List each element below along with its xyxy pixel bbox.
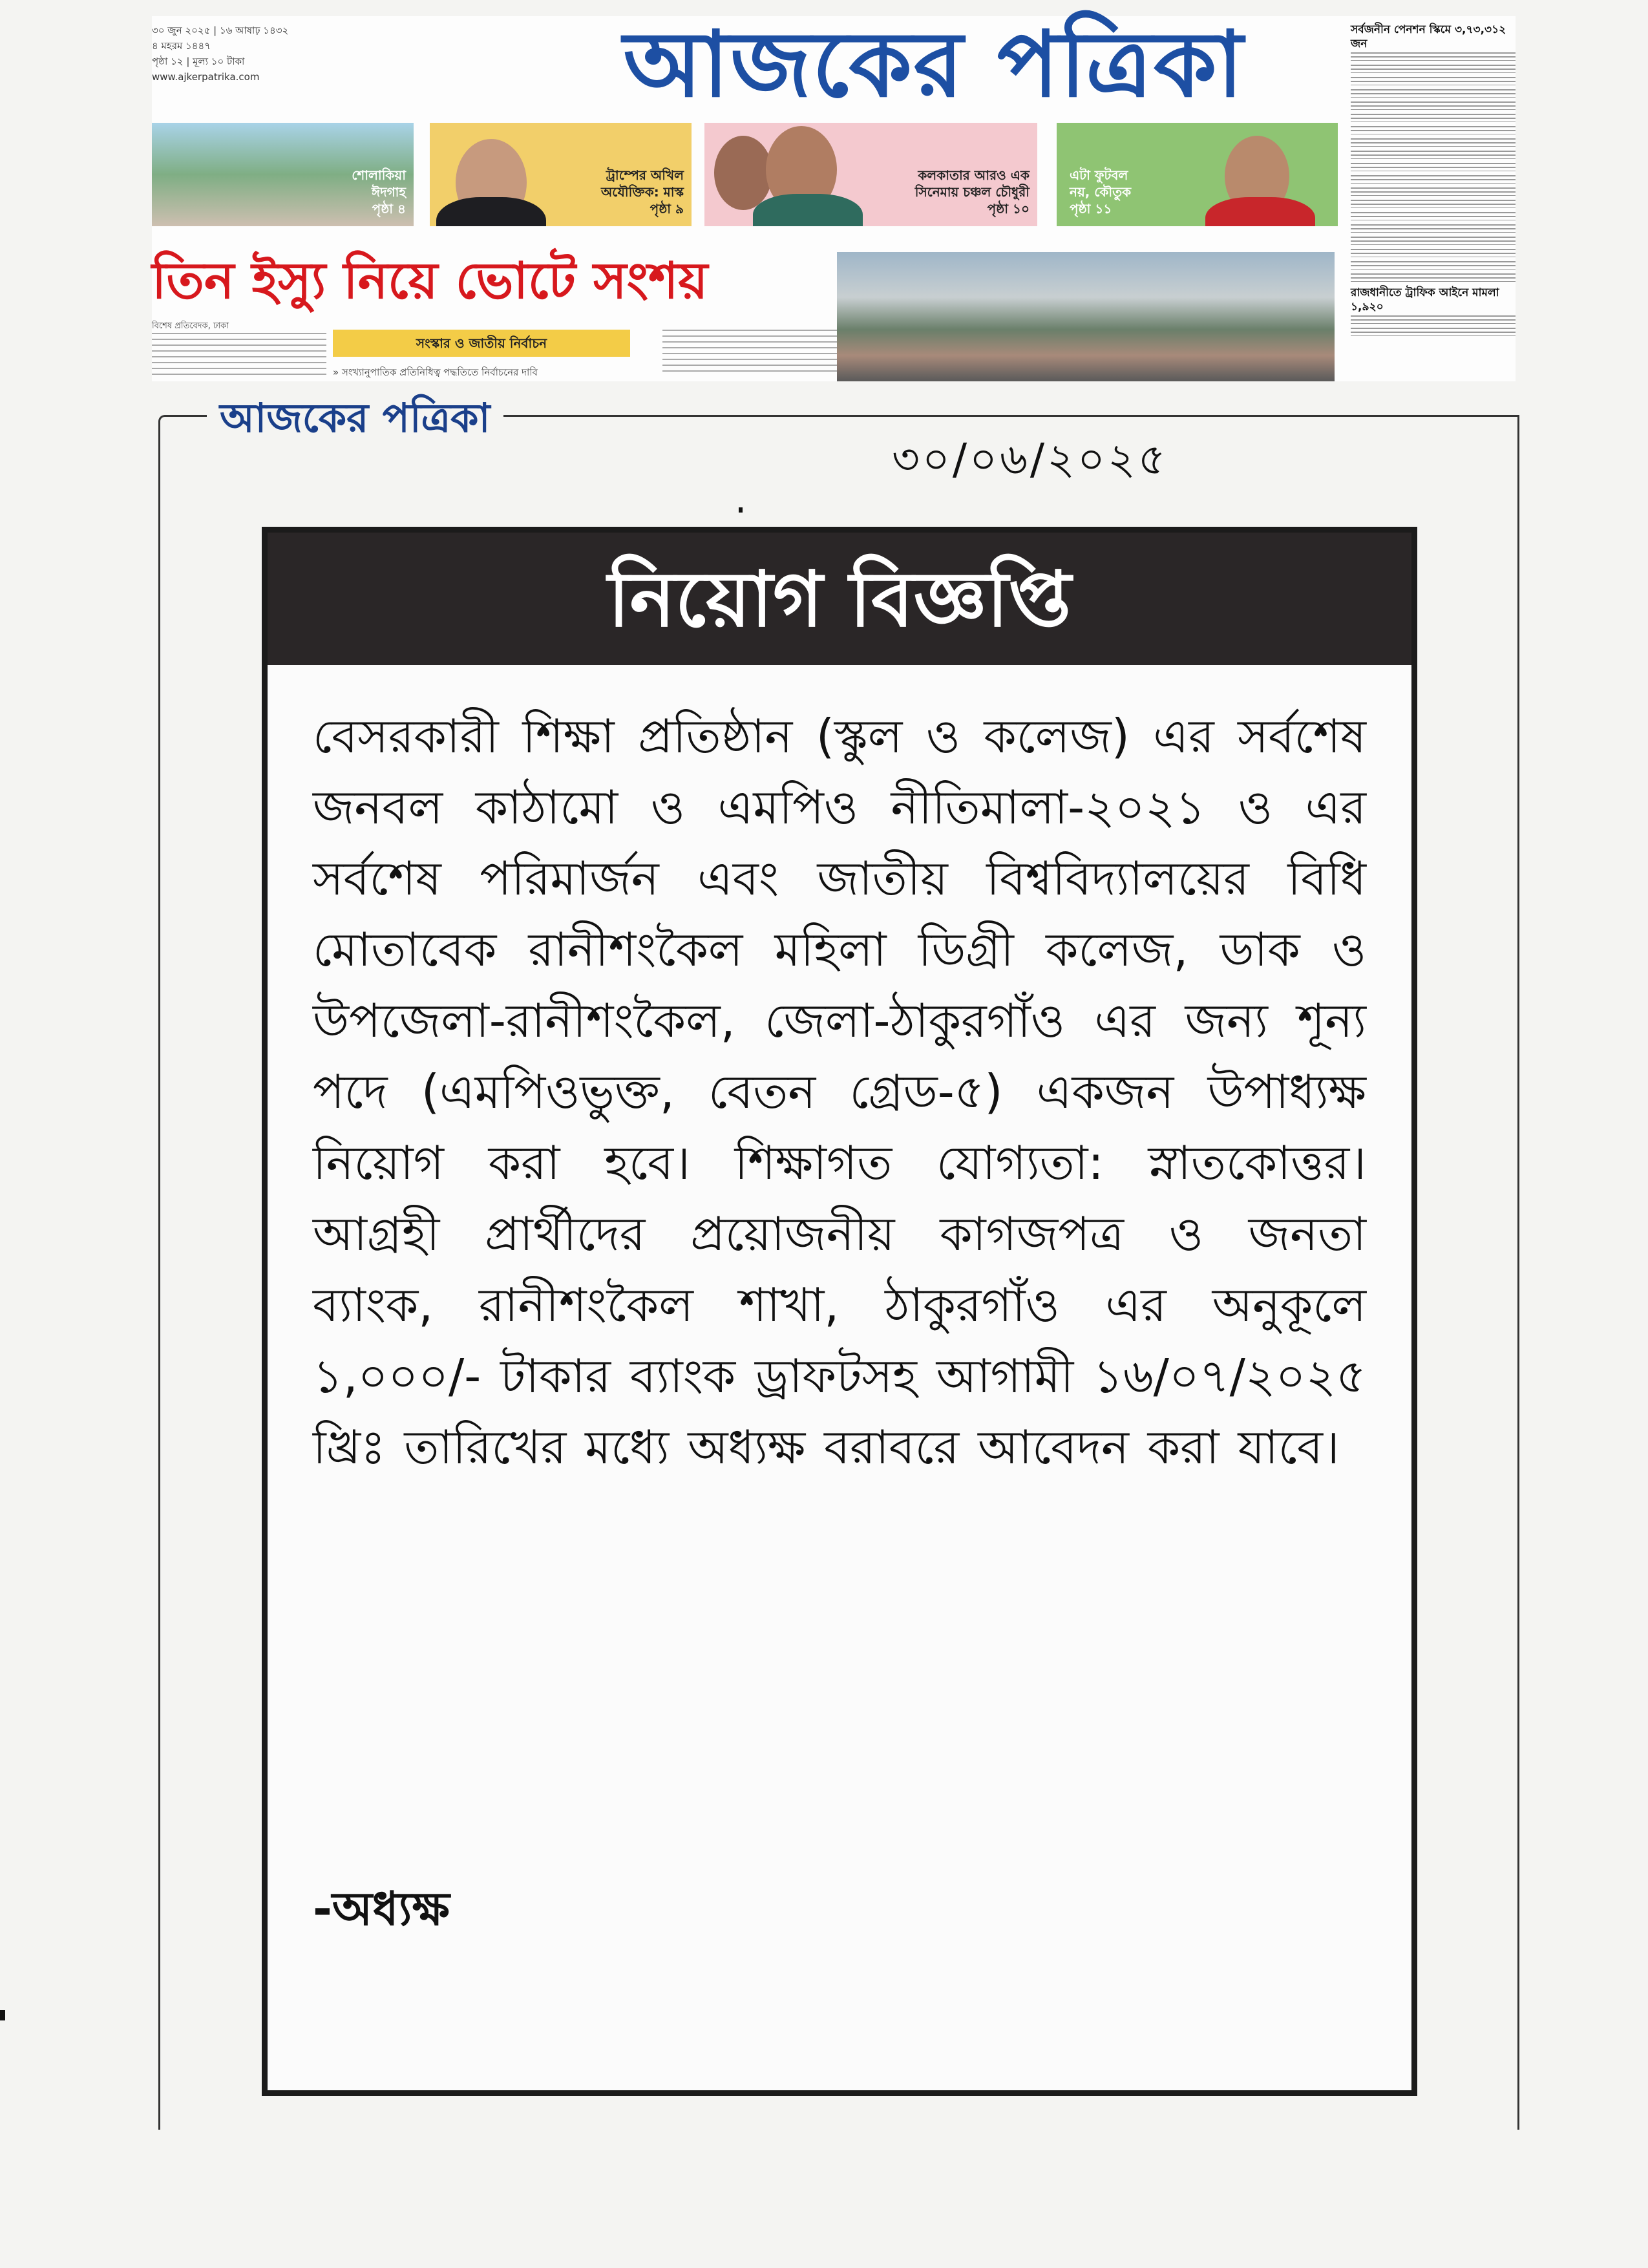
notice-signature: -অধ্যক্ষ	[313, 1881, 450, 1936]
website-link[interactable]: www.ajkerpatrika.com	[152, 71, 260, 83]
lead-subline: » সংখ্যানুপাতিক প্রতিনিধিত্ব পদ্ধতিতে নির্বাচনের দাবি	[333, 366, 538, 378]
scan-speck	[739, 507, 743, 513]
notice-title: নিয়োগ বিজ্ঞপ্তি	[268, 533, 1411, 665]
teaser-sholakia[interactable]: শোলাকিয়া ঈদগাহ পৃষ্ঠা ৪	[152, 123, 414, 226]
clipping-source-logo: আজকের পত্রিকা	[207, 396, 503, 441]
side-headline: সর্বজনীন পেনশন স্কিমে ৩,৭৩,৩১২ জন	[1351, 23, 1506, 50]
lead-tag: সংস্কার ও জাতীয় নির্বাচন	[333, 330, 630, 357]
teaser-trump-musk[interactable]: ট্রাম্পের অখিল অযৌক্তিক: মাস্ক পৃষ্ঠা ৯	[430, 123, 692, 226]
portrait-photo	[714, 136, 772, 210]
notice-body: বেসরকারী শিক্ষা প্রতিষ্ঠান (স্কুল ও কলেজ) এর সর্বশেষ জনবল কাঠামো ও এমপিও নীতিমালা-২০২১ ও এর সর্বশেষ পরিমার্জন এবং জাতীয় বিশ্ববিদ্যালয়ের বিধি মোতাবেক রানীশংকৈল মহিলা ডিগ্রী কলেজ, ডাক ও উপজেলা-রানীশংকৈল, জেলা-ঠাকুরগাঁও এর জন্য শূন্য পদে (এমপিওভুক্ত, বেতন গ্রেড-৫) একজন উপাধ্যক্ষ নিয়োগ করা হবে। শিক্ষাগত যোগ্যতা: স্নাতকোত্তর। আগ্রহী প্রার্থীদের প্রয়োজনীয় কাগজপত্র ও জনতা ব্যাংক, রানীশংকৈল শাখা, ঠাকুরগাঁও এর অনুকূলে ১,০০০/- টাকার ব্যাংক ড্রাফটসহ আগামী ১৬/০৭/২০২৫ খ্রিঃ তারিখের মধ্যে অধ্যক্ষ বরাবরে আবেদন করা যাবে।	[313, 709, 1366, 1474]
teaser-kolkata-cinema[interactable]: কলকাতার আরও এক সিনেমায় চঞ্চল চৌধুরী পৃষ্ঠা ১০	[704, 123, 1037, 226]
lead-byline: বিশেষ প্রতিবেদক, ঢাকা	[152, 321, 229, 331]
newspaper-masthead	[152, 12, 1516, 381]
clipping-date: ৩০/০৬/২০২৫	[892, 434, 1168, 484]
issue-date: ৩০ জুন ২০২৫ | ১৬ আষাঢ় ১৪৩২	[152, 25, 289, 36]
issue-price: পৃষ্ঠা ১২ | মূল্য ১০ টাকা	[152, 56, 245, 67]
issue-meta	[152, 23, 365, 85]
newspaper-logo: আজকের পত্রিকা	[623, 12, 1245, 118]
side-headline-2: রাজধানীতে ট্রাফিক আইনে মামলা ১,৯২০	[1351, 286, 1499, 313]
lead-headline[interactable]: তিন ইস্যু নিয়ে ভোটে সংশয়	[152, 251, 708, 310]
lead-text-columns	[152, 333, 326, 378]
recruitment-notice	[262, 527, 1417, 2096]
side-column	[1351, 23, 1516, 340]
teaser-football[interactable]: এটা ফুটবল নয়, কৌতুক পৃষ্ঠা ১১	[1057, 123, 1338, 226]
crowd-photo	[837, 252, 1335, 381]
teaser-strip	[152, 123, 1338, 226]
scan-speck	[0, 2010, 5, 2020]
issue-hijri-date: ৪ মহরম ১৪৪৭	[152, 40, 211, 52]
